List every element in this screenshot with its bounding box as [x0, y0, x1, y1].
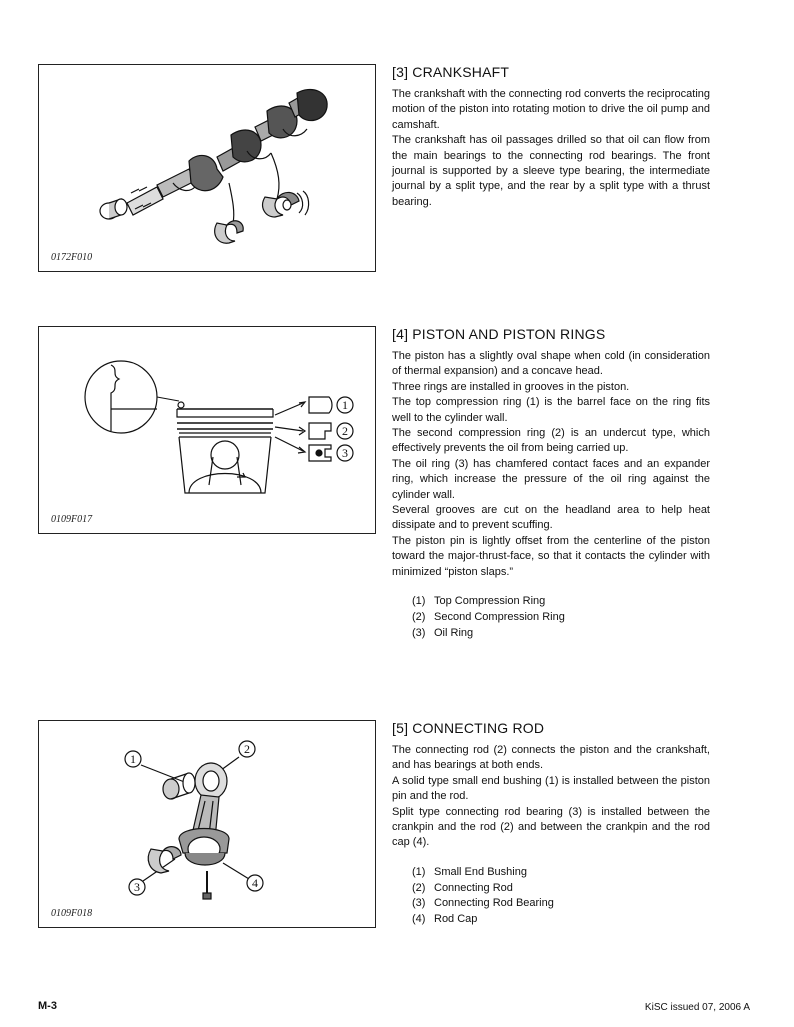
- paragraph: The piston pin is lightly offset from the centerline of the piston toward the major-thrust-face, so that it contacts the cylinder with minimized “piston slaps.”: [392, 534, 710, 578]
- section-heading: [3] CRANKSHAFT: [392, 64, 510, 80]
- callout-2: 2: [342, 424, 348, 438]
- paragraph: Split type connecting rod bearing (3) is installed between the crankpin and the rod (2) and between the crankpin and the rod cap (4).: [392, 805, 710, 849]
- legend-item: (1) Top Compression Ring: [412, 595, 546, 608]
- connecting-rod-illustration: [39, 721, 377, 929]
- callout-1: 1: [342, 398, 348, 412]
- issue-note: KiSC issued 07, 2006 A: [644, 1002, 750, 1013]
- paragraph: The top compression ring (1) is the barrel face on the ring fits well to the cylinder wall.: [392, 396, 710, 424]
- section-heading: [5] CONNECTING ROD: [392, 720, 545, 736]
- paragraph: The piston has a slightly oval shape when cold (in consideration of thermal expansion) and a concave head.: [392, 350, 710, 378]
- paragraph: The crankshaft with the connecting rod converts the reciprocating motion of the piston into rotating motion to drive the oil pump and camshaft.: [392, 88, 710, 131]
- figure-code: 0172F010: [51, 252, 93, 263]
- piston-section: [392, 326, 710, 641]
- page-number: M-3: [38, 1000, 57, 1012]
- crankshaft-section: [392, 64, 710, 210]
- paragraph: A solid type small end bushing (1) is installed between the piston pin and the rod.: [392, 774, 710, 803]
- figure-code: 0109F017: [51, 514, 93, 525]
- callout-3: 3: [342, 446, 348, 460]
- legend-item: (3) Oil Ring: [412, 626, 474, 639]
- legend-item: (1) Small End Bushing: [412, 865, 527, 878]
- figure-code: 0109F018: [51, 908, 93, 919]
- crankshaft-figure: [38, 64, 376, 272]
- legend-list: [412, 865, 710, 928]
- legend-list: [412, 594, 710, 641]
- connecting-rod-section: [392, 720, 710, 928]
- paragraph: The oil ring (3) has chamfered contact faces and an expander ring, which increase the pressure of the oil ring against the cylinder wall.: [392, 457, 710, 501]
- piston-illustration: [39, 327, 377, 535]
- legend-item: (2) Connecting Rod: [412, 881, 513, 894]
- crankshaft-illustration: [39, 65, 377, 273]
- section-heading: [4] PISTON AND PISTON RINGS: [392, 326, 606, 342]
- connecting-rod-figure: [38, 720, 376, 928]
- callout-2: 2: [244, 742, 250, 756]
- callout-1: 1: [130, 752, 136, 766]
- callout-4: 4: [252, 876, 258, 890]
- paragraph: Three rings are installed in grooves in the piston.: [392, 380, 630, 393]
- paragraph: The connecting rod (2) connects the piston and the crankshaft, and has bearings at both ends.: [392, 744, 710, 772]
- paragraph: The second compression ring (2) is an undercut type, which effectively prevents the oil from being carried up.: [392, 427, 710, 455]
- paragraph: Several grooves are cut on the headland area to help heat dissipate and to prevent scuffing.: [392, 504, 710, 532]
- piston-figure: [38, 326, 376, 534]
- paragraph: The crankshaft has oil passages drilled so that oil can flow from the main bearings to the connecting rod bearings. The front journal is supported by a sleeve type bearing, the intermediate journal by a split type, and the rear by a split type with a thrust bearing.: [392, 134, 710, 208]
- legend-item: (3) Connecting Rod Bearing: [412, 897, 554, 910]
- callout-3: 3: [134, 880, 140, 894]
- legend-item: (4) Rod Cap: [412, 913, 478, 926]
- legend-item: (2) Second Compression Ring: [412, 610, 565, 623]
